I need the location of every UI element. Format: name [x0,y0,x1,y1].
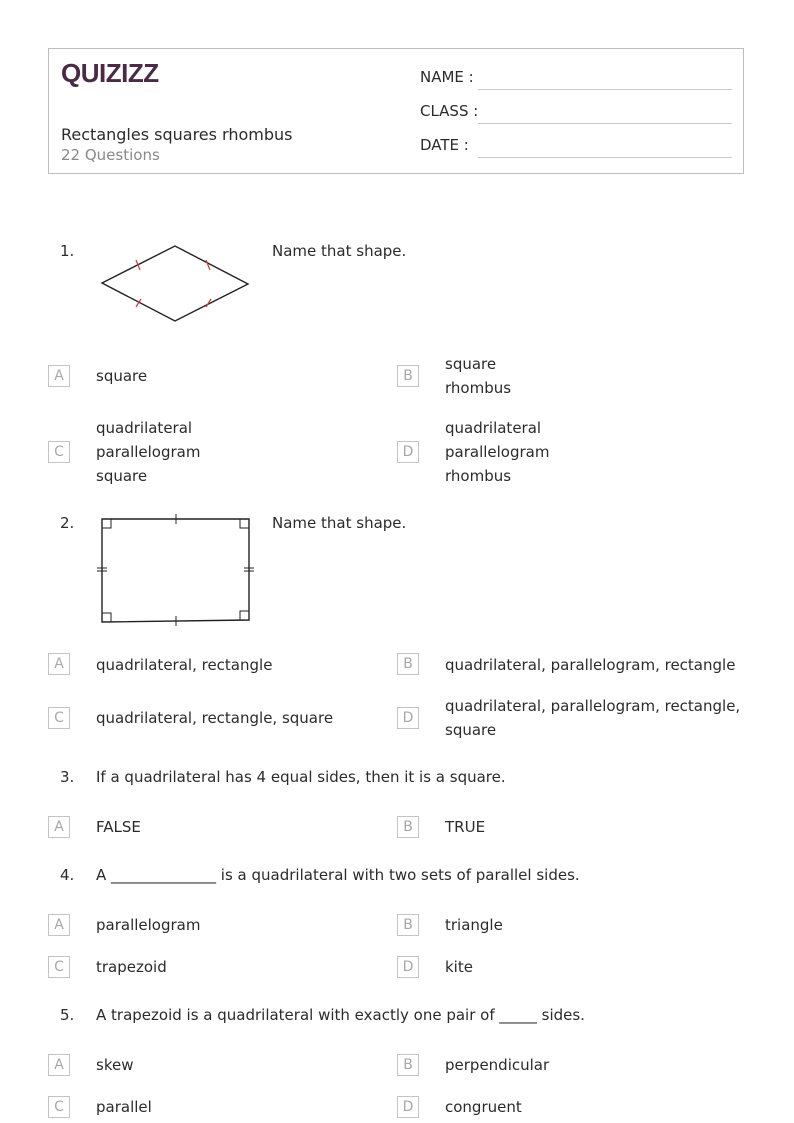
option-letter-c[interactable]: C [48,956,70,978]
name-field[interactable] [478,89,732,90]
date-field[interactable] [478,157,732,158]
answer-option[interactable]: parallel [96,1098,152,1116]
question-text: If a quadrilateral has 4 equal sides, then it is a square. [96,768,506,786]
answer-option[interactable]: quadrilateral, parallelogram, rectangle, square [445,697,741,739]
option-letter-a[interactable]: A [48,365,70,387]
answer-option[interactable]: quadrilateral parallelogram square [96,419,201,485]
question-count: 22 Questions [61,146,160,164]
option-letter-a[interactable]: A [48,914,70,936]
option-letter-c[interactable]: C [48,707,70,729]
answer-option[interactable]: trapezoid [96,958,167,976]
question-number: 4. [60,866,75,884]
worksheet-title: Rectangles squares rhombus [61,125,293,144]
option-letter-d[interactable]: D [397,707,419,729]
question-text: A trapezoid is a quadrilateral with exactly one pair of _____ sides. [96,1006,585,1024]
date-label: DATE : [420,136,469,154]
answer-option[interactable]: TRUE [445,818,486,836]
question-number: 5. [60,1006,75,1024]
answer-option[interactable]: perpendicular [445,1056,550,1074]
answer-option[interactable]: square [96,367,148,385]
option-letter-b[interactable]: B [397,653,419,675]
option-letter-b[interactable]: B [397,914,419,936]
answer-option[interactable]: skew [96,1056,134,1074]
answer-option[interactable]: quadrilateral, rectangle, square [96,709,334,727]
quizizz-logo: QUIZIZZ [61,58,159,88]
option-letter-b[interactable]: B [397,816,419,838]
option-letter-d[interactable]: D [397,441,419,463]
question-number: 1. [60,242,75,260]
option-letter-a[interactable]: A [48,816,70,838]
option-letter-c[interactable]: C [48,441,70,463]
rhombus-diagram [100,244,252,324]
answer-option[interactable]: quadrilateral, rectangle [96,656,273,674]
option-letter-c[interactable]: C [48,1096,70,1118]
answer-option[interactable]: triangle [445,916,503,934]
question-number: 3. [60,768,75,786]
option-letter-a[interactable]: A [48,653,70,675]
answer-option[interactable]: quadrilateral, parallelogram, rectangle [445,656,736,674]
question-text: Name that shape. [272,514,407,532]
answer-option[interactable]: parallelogram [96,916,201,934]
question-number: 2. [60,514,75,532]
class-label: CLASS : [420,102,479,120]
question-text: A ______________ is a quadrilateral with two sets of parallel sides. [96,866,580,884]
question-text: Name that shape. [272,242,407,260]
name-label: NAME : [420,68,474,86]
answer-option[interactable]: congruent [445,1098,522,1116]
class-field[interactable] [478,123,732,124]
option-letter-a[interactable]: A [48,1054,70,1076]
option-letter-b[interactable]: B [397,1054,419,1076]
rectangle-diagram [96,510,258,630]
answer-option[interactable]: kite [445,958,473,976]
option-letter-d[interactable]: D [397,956,419,978]
option-letter-b[interactable]: B [397,365,419,387]
answer-option[interactable]: FALSE [96,818,141,836]
answer-option[interactable]: square rhombus [445,355,512,397]
answer-option[interactable]: quadrilateral parallelogram rhombus [445,419,550,485]
option-letter-d[interactable]: D [397,1096,419,1118]
